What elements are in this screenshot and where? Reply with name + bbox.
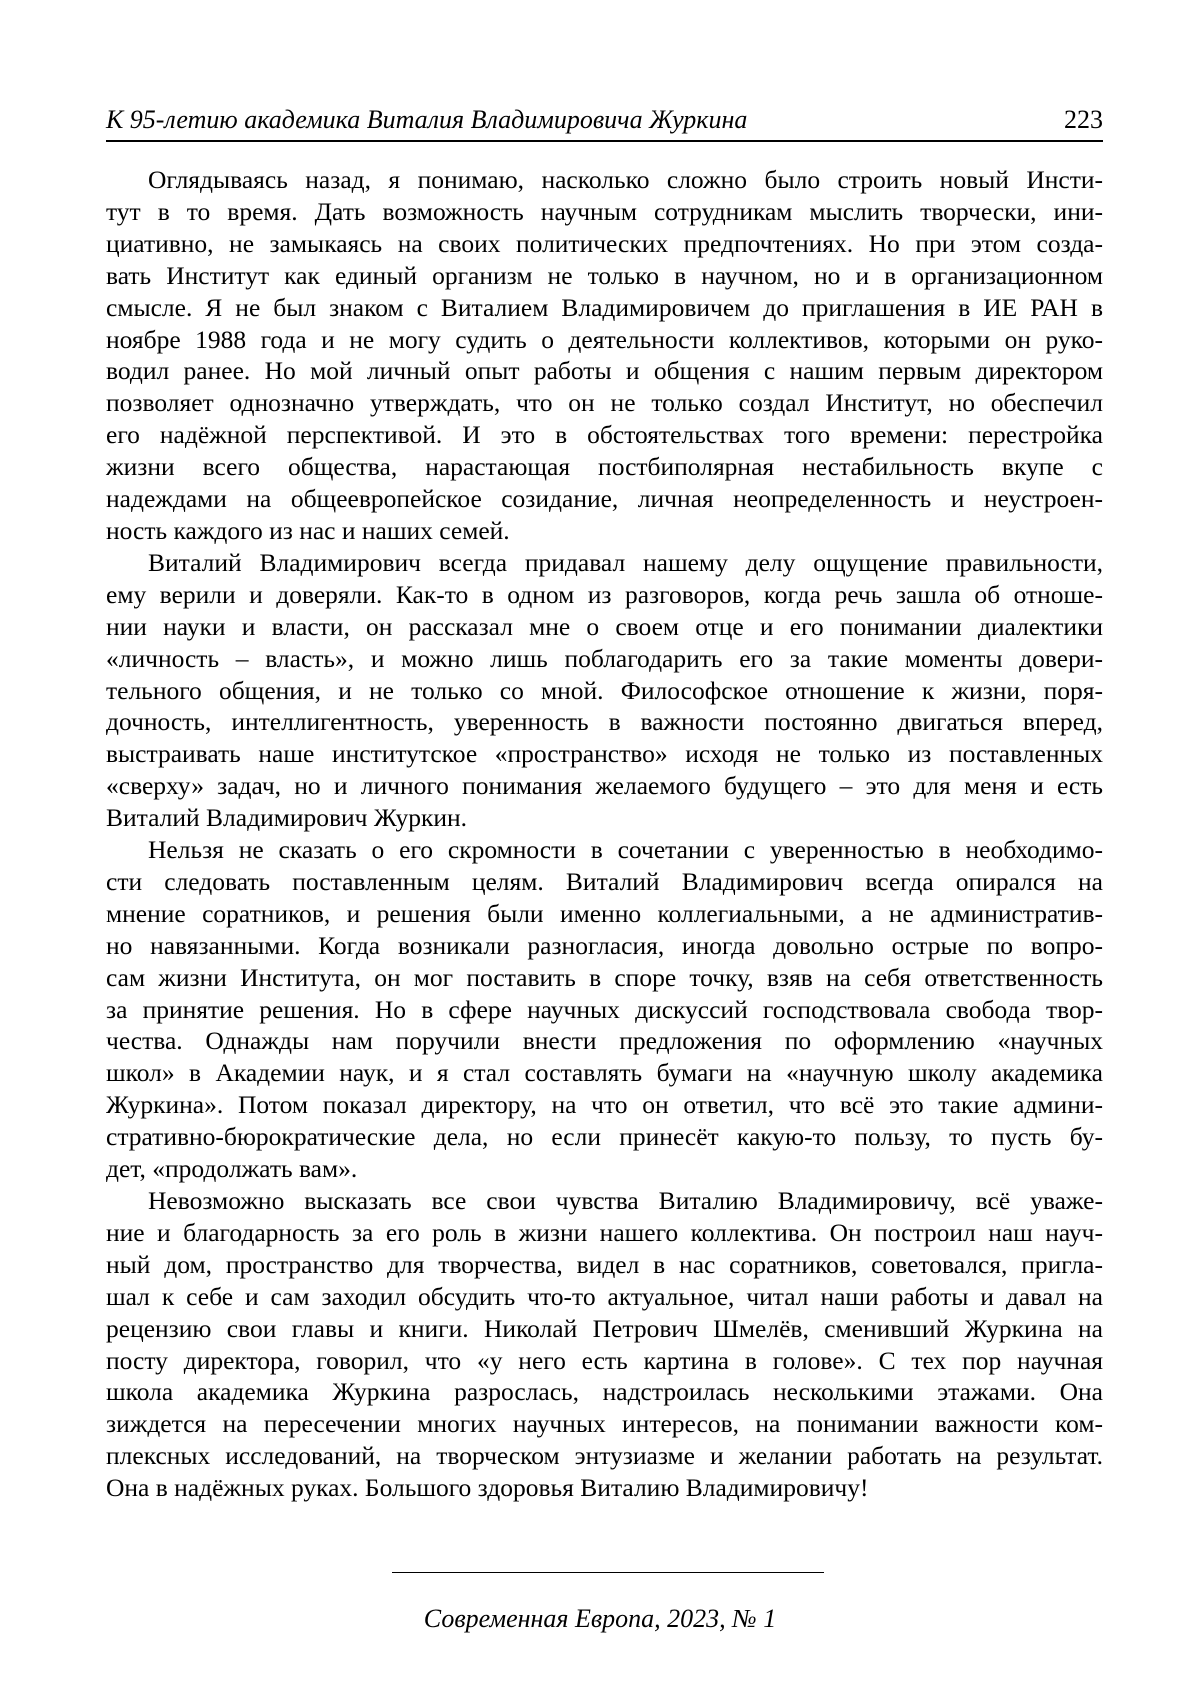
text-line: Виталий Владимирович Журкин. [106, 803, 468, 833]
text-line: «личность – власть», и можно лишь поблагодарить его за такие моменты довери- [106, 643, 1103, 673]
paragraph [106, 547, 1103, 834]
text-line: вать Институт как единый организм не только в научном, но и в организационном [106, 260, 1103, 290]
text-line: тельного общения, и не только со мной. Философское отношение к жизни, поря- [106, 675, 1103, 705]
text-line: чества. Однажды нам поручили внести предложения по оформлению «научных [106, 1026, 1103, 1056]
running-header [106, 104, 1103, 142]
text-line: Оглядываясь назад, я понимаю, насколько сложно было строить новый Инсти- [148, 165, 1103, 194]
text-line: ему верили и доверяли. Как-то в одном из разговоров, когда речь зашла об отноше- [106, 579, 1103, 609]
text-line: сам жизни Института, он мог поставить в споре точку, взяв на себя ответственность [106, 962, 1103, 992]
text-line: жизни всего общества, нарастающая постбиполярная нестабильность вкупе с [106, 452, 1103, 482]
text-line: мнение соратников, и решения были именно коллегиальными, а не административ- [106, 898, 1103, 928]
text-line: нии науки и власти, он рассказал мне о своем отце и его понимании диалектики [106, 611, 1103, 641]
text-line: Журкина». Потом показал директору, на что он ответил, что всё это такие админи- [106, 1090, 1103, 1120]
text-line: Виталий Владимирович всегда придавал нашему делу ощущение правильности, [148, 547, 1103, 577]
text-line: рецензию свои главы и книги. Николай Петрович Шмелёв, сменивший Журкина на [106, 1313, 1103, 1343]
text-line: водил ранее. Но мой личный опыт работы и общения с нашим первым директором [106, 356, 1103, 386]
text-line: сти следовать поставленным целям. Виталий Владимирович всегда опирался на [106, 866, 1103, 896]
text-line: ноябре 1988 года и не могу судить о деятельности коллективов, которыми он руко- [106, 324, 1103, 354]
text-line: Нельзя не сказать о его скромности в сочетании с уверенностью в необходимо- [148, 835, 1103, 865]
text-line: ный дом, пространство для творчества, видел в нас соратников, советовался, пригла- [106, 1249, 1103, 1279]
text-line: шал к себе и сам заходил обсудить что-то актуальное, читал наши работы и давал на [106, 1281, 1103, 1311]
text-line: Она в надёжных руках. Большого здоровья Виталию Владимировичу! [106, 1473, 869, 1503]
text-line: смысле. Я не был знаком с Виталием Владимировичем до приглашения в ИЕ РАН в [106, 292, 1103, 322]
text-line: посту директора, говорил, что «у него есть картина в голове». С тех пор научная [106, 1345, 1103, 1375]
text-line: школа академика Журкина разрослась, надстроилась несколькими этажами. Она [106, 1377, 1103, 1407]
text-line: Невозможно высказать все свои чувства Виталию Владимировичу, всё уваже- [148, 1186, 1103, 1215]
text-line: тут в то время. Дать возможность научным сотрудникам мыслить творчески, ини- [106, 196, 1103, 226]
text-line: ние и благодарность за его роль в жизни нашего коллектива. Он построил наш науч- [106, 1217, 1103, 1247]
text-line: школ» в Академии наук, и я стал составлять бумаги на «научную школу академика [106, 1058, 1103, 1088]
paragraph [106, 1185, 1103, 1504]
text-line: «сверху» задач, но и личного понимания желаемого будущего – это для меня и есть [106, 771, 1103, 801]
footer-separator-rule [392, 1572, 824, 1573]
text-line: его надёжной перспективой. И это в обстоятельствах того времени: перестройка [106, 420, 1103, 450]
text-line: дет, «продолжать вам». [106, 1154, 358, 1184]
text-line: но навязанными. Когда возникали разногласия, иногда довольно острые по вопро- [106, 930, 1103, 960]
text-line: стративно-бюрократические дела, но если принесёт какую-то пользу, то пусть бу- [106, 1122, 1103, 1152]
text-line: надеждами на общеевропейское созидание, личная неопределенность и неустроен- [106, 484, 1103, 514]
paragraph [106, 834, 1103, 1185]
journal-footer: Современная Европа, 2023, № 1 [423, 1604, 777, 1633]
paragraph [106, 164, 1103, 547]
text-line: ность каждого из нас и наших семей. [106, 515, 510, 545]
article-body [106, 164, 1103, 1504]
text-line: позволяет однозначно утверждать, что он не только создал Институт, но обеспечил [106, 388, 1103, 418]
text-line: выстраивать наше институтское «пространство» исходя не только из поставленных [106, 739, 1103, 769]
text-line: за принятие решения. Но в сфере научных дискуссий господствовала свобода твор- [106, 994, 1103, 1024]
running-header-title: К 95-летию академика Виталия Владимировича Журкина [106, 105, 748, 134]
page-number: 223 [1064, 105, 1103, 134]
text-line: дочность, интеллигентность, уверенность в важности постоянно двигаться вперед, [106, 707, 1103, 737]
text-line: циативно, не замыкаясь на своих политических предпочтениях. Но при этом созда- [106, 228, 1103, 258]
text-line: зиждется на пересечении многих научных интересов, на понимании важности ком- [106, 1409, 1103, 1439]
text-line: плексных исследований, на творческом энтузиазме и желании работать на результат. [106, 1441, 1103, 1471]
